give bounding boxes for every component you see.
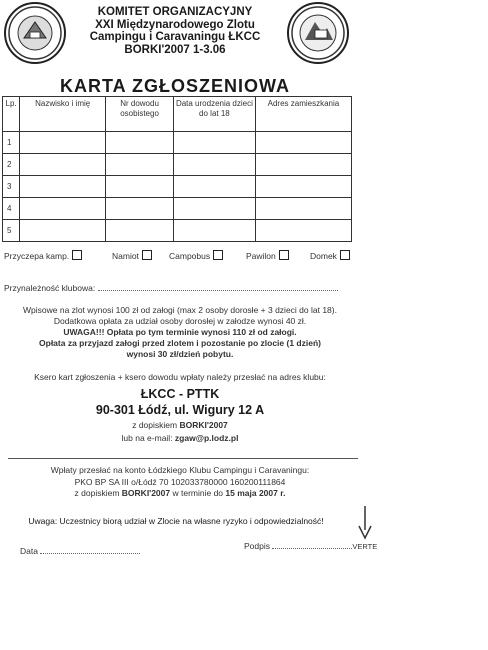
email-prefix: lub na e-mail: [121,433,175,443]
column-id: Nr dowodu osobistego [106,97,174,132]
table-row [3,176,352,198]
id-cell[interactable] [106,198,174,220]
date-label: Data [20,546,38,556]
address-email [4,433,356,443]
column-address: Adres zamieszkania [255,97,351,132]
payment-bold: BORKI'2007 [121,488,171,498]
club-membership [4,282,356,293]
liability-note: Uwaga: Uczestnicy biorą udział w Zlocie na własne ryzyko i odpowiedzialność! [28,516,324,526]
option-label: Namiot [112,251,139,261]
verte-label: VERTE [352,542,378,551]
column-lp: Lp. [3,97,20,132]
fee-line-4: Opłata za przyjazd załogi przed zlotem i pozostanie po zlocie (1 dzień) [39,338,321,348]
note-prefix: z dopiskiem [132,420,180,430]
option-campobus[interactable] [169,250,223,261]
payment-date: 15 maja 2007 r. [225,488,286,498]
fee-line-5: wynosi 30 zł/dzień pobytu. [126,349,234,359]
fee-line-1: Wpisowe na zlot wynosi 100 zł od załogi (max 2 osoby dorosłe + 3 dzieci do lat 18). [23,305,337,315]
club-name: ŁKCC - PTTK [140,387,220,401]
row-number: 1 [3,132,20,154]
arrow-down-icon [358,506,372,540]
row-number: 5 [3,220,20,242]
row-number: 3 [3,176,20,198]
header-line-2: XXI Międzynarodowego Zlotu [95,18,255,31]
email-link[interactable]: zgaw@p.lodz.pl [174,433,239,443]
name-cell[interactable] [20,220,106,242]
column-name: Nazwisko i imię [20,97,106,132]
address-intro: Ksero kart zgłoszenia + ksero dowodu wpłaty należy przesłać na adres klubu: [34,372,326,382]
name-cell[interactable] [20,154,106,176]
address-cell[interactable] [255,154,351,176]
table-row [3,198,352,220]
checkbox[interactable] [279,250,289,260]
signature-label: Podpis [244,541,270,551]
table-row [3,220,352,242]
separator-line [8,458,358,459]
option-label: Przyczepa kamp. [4,251,70,261]
club-label: Przynależność klubowa: [4,283,96,293]
address-cell[interactable] [255,176,351,198]
address-section [4,372,356,443]
form-title: KARTA ZGŁOSZENIOWA [60,76,290,96]
payment-line-3 [4,488,356,500]
option-label: Domek [310,251,337,261]
table-row [3,154,352,176]
address-cell[interactable] [255,132,351,154]
signature-field [244,541,377,551]
payment-mid: w terminie do [170,488,226,498]
row-number: 2 [3,154,20,176]
option-label: Campobus [169,251,211,261]
column-children-birth: Data urodzenia dzieci do lat 18 [173,97,255,132]
checkbox[interactable] [340,250,350,260]
birth-cell[interactable] [173,132,255,154]
date-input[interactable] [40,546,140,554]
header [45,6,305,56]
option-pavilion[interactable] [246,250,289,261]
birth-cell[interactable] [173,198,255,220]
signature-input[interactable] [272,541,352,549]
address-cell[interactable] [255,220,351,242]
id-cell[interactable] [106,220,174,242]
row-number: 4 [3,198,20,220]
header-line-3: Campingu i Caravaningu ŁKCC [89,31,261,43]
payment-line-1: Wpłaty przesłać na konto Łódzkiego Klubu Campingu i Caravaningu: [50,465,310,475]
id-cell[interactable] [106,154,174,176]
checkbox[interactable] [72,250,82,260]
fees-section [4,305,356,360]
option-tent[interactable] [112,250,152,261]
id-cell[interactable] [106,132,174,154]
payment-section [4,465,356,500]
option-caravan[interactable] [4,250,82,261]
name-cell[interactable] [20,198,106,220]
checkbox[interactable] [142,250,152,260]
option-cottage[interactable] [310,250,350,261]
name-cell[interactable] [20,132,106,154]
payment-prefix: z dopiskiem [74,488,122,498]
fee-line-3: UWAGA!!! Opłata po tym terminie wynosi 110 zł od załogi. [63,327,297,337]
payment-line-2: PKO BP SA III o/Łódź 70 102033780000 160200111864 [74,476,286,487]
club-field[interactable] [98,282,338,291]
birth-cell[interactable] [173,220,255,242]
address-note [4,420,356,430]
registration-table [2,96,352,242]
note-bold: BORKI'2007 [179,420,228,430]
header-line-4: BORKI'2007 1-3.06 [124,43,226,56]
id-cell[interactable] [106,176,174,198]
name-cell[interactable] [20,176,106,198]
club-street: 90-301 Łódź, ul. Wigury 12 A [95,403,265,417]
birth-cell[interactable] [173,176,255,198]
header-line-1: KOMITET ORGANIZACYJNY [97,6,253,18]
fee-line-2: Dodatkowa opłata za udział osoby dorosłej w załodze wynosi 40 zł. [53,316,307,326]
table-row [3,132,352,154]
birth-cell[interactable] [173,154,255,176]
option-label: Pawilon [246,251,276,261]
date-field [20,546,140,556]
checkbox[interactable] [213,250,223,260]
address-cell[interactable] [255,198,351,220]
table-header-row [3,97,352,132]
